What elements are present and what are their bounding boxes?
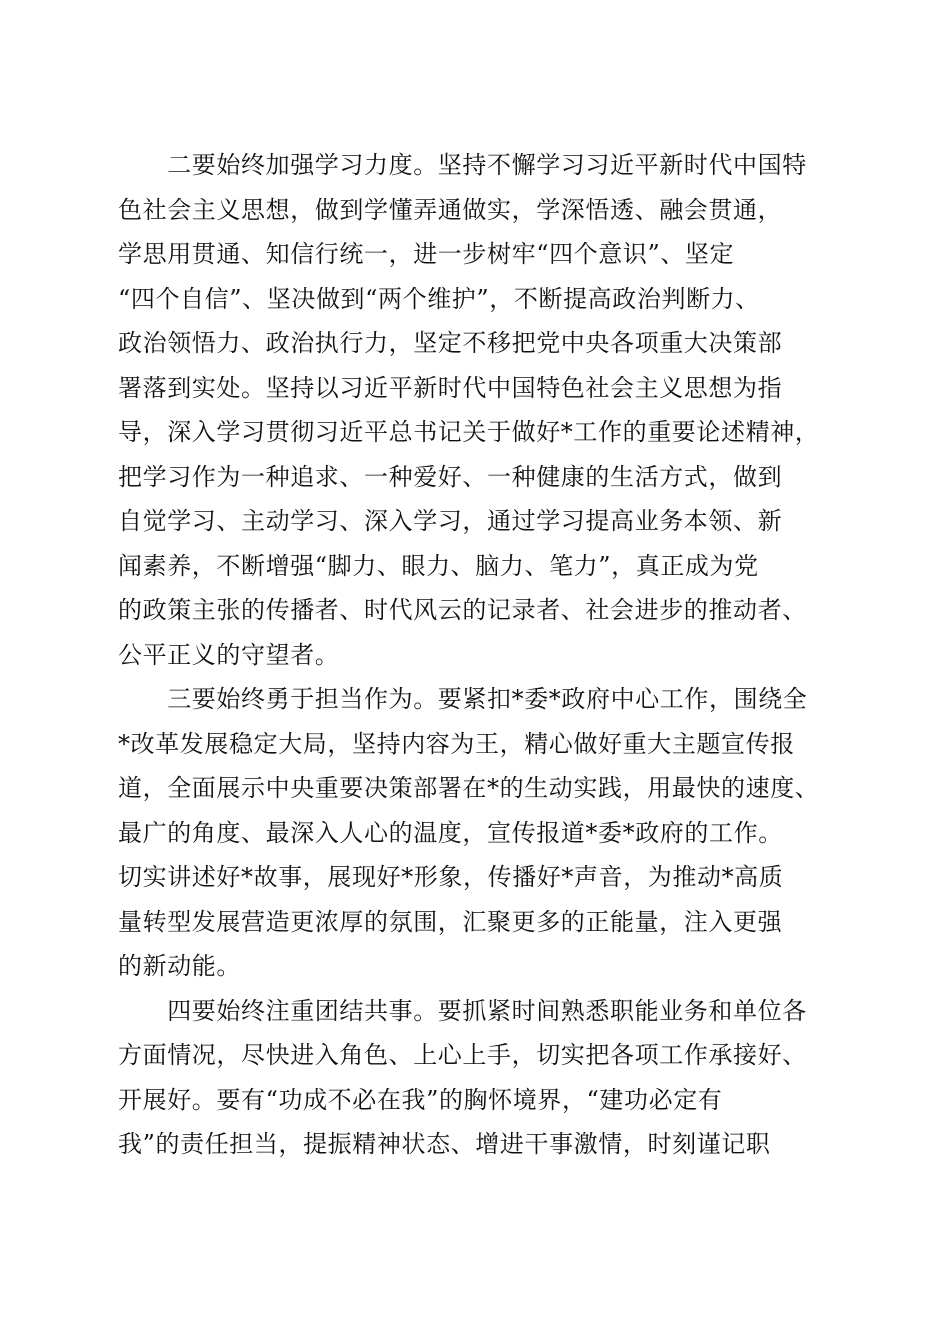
text-line: 导，深入学习贯彻习近平总书记关于做好*工作的重要论述精神， (118, 418, 820, 446)
text-line: 公平正义的守望者。 (118, 640, 340, 669)
text-line: 的新动能。 (118, 952, 241, 980)
text-line: 二要始终加强学习力度。坚持不懈学习习近平新时代中国特 (118, 151, 807, 179)
text-line: 三要始终勇于担当作为。要紧扣*委*政府中心工作，围绕全 (118, 685, 808, 713)
text-line: *改革发展稳定大局，坚持内容为王，精心做好重大主题宣传报 (118, 729, 795, 758)
text-line: 学思用贯通、知信行统一，进一步树牢“四个意识”、坚定 (118, 240, 735, 268)
text-line: 闻素养，不断增强“脚力、眼力、脑力、笔力”，真正成为党 (118, 551, 759, 580)
text-line: 把学习作为一种追求、一种爱好、一种健康的生活方式，做到 (118, 462, 783, 491)
text-line: 我”的责任担当，提振精神状态、增进干事激情，时刻谨记职 (118, 1130, 771, 1158)
text-line: 署落到实处。坚持以习近平新时代中国特色社会主义思想为指 (118, 373, 783, 402)
paragraph-responsibility (118, 677, 838, 989)
text-line: 四要始终注重团结共事。要抓紧时间熟悉职能业务和单位各 (118, 996, 807, 1025)
text-line: 量转型发展营造更浓厚的氛围，汇聚更多的正能量，注入更强 (118, 907, 783, 936)
paragraph-learning (118, 143, 838, 677)
text-line: 自觉学习、主动学习、深入学习，通过学习提高业务本领、新 (118, 507, 783, 535)
text-line: 政治领悟力、政治执行力，坚定不移把党中央各项重大决策部 (118, 329, 783, 357)
text-line: 开展好。要有“功成不必在我”的胸怀境界，“建功必定有 (118, 1085, 723, 1114)
text-line: 切实讲述好*故事，展现好*形象，传播好*声音，为推动*高质 (118, 863, 784, 891)
text-line: “四个自信”、坚决做到“两个维护”，不断提高政治判断力、 (118, 284, 760, 313)
text-line: 最广的角度、最深入人心的温度，宣传报道*委*政府的工作。 (118, 818, 783, 847)
text-line: 方面情况，尽快进入角色、上心上手，切实把各项工作承接好、 (118, 1041, 807, 1069)
text-line: 道，全面展示中央重要决策部署在*的生动实践，用最快的速度、 (118, 774, 820, 802)
paragraph-unity (118, 989, 838, 1167)
text-line: 的政策主张的传播者、时代风云的记录者、社会进步的推动者、 (118, 596, 807, 624)
text-line: 色社会主义思想，做到学懂弄通做实，学深悟透、融会贯通， (118, 195, 783, 224)
document-body (118, 143, 838, 1167)
